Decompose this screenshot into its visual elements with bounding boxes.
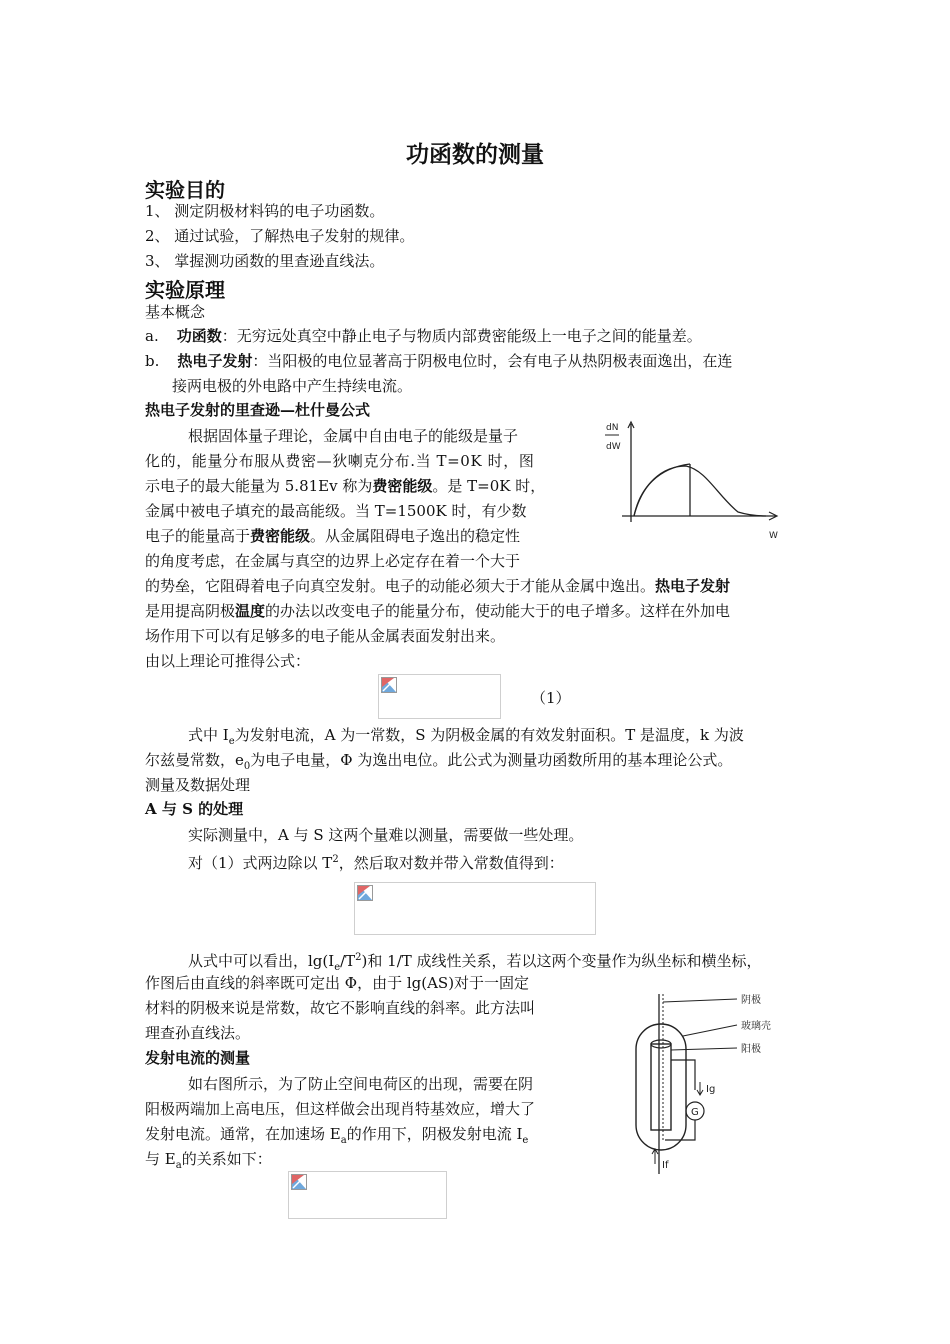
para5-sub-a2: a [175,1160,182,1171]
vacuum-tube-figure [625,990,795,1175]
heading-principle: 实验原理 [145,278,225,302]
page-title: 功函数的测量 [406,142,544,168]
para5-line2: 阳极两端加上高电压，但这样做会出现肖特基效应，增大了 [145,1100,536,1118]
para3-line2 [188,848,564,876]
para1-line10: 由以上理论可推得公式： [145,652,311,670]
fermi-level-term-2: 费密能级 [250,527,311,545]
para3-line1: 实际测量中，A 与 S 这两个量难以测量，需要做一些处理。 [188,826,584,844]
para1-line7 [145,574,730,599]
para1-line6: 的角度考虑，在金属与真空的边界上必定存在着一个大于 [145,552,521,570]
figure-curve-t1500 [634,466,766,516]
para1-line8-c: 的办法以改变电子的能量分布，使动能大于的电子增多。这样在外加电 [265,602,731,620]
formula-1-image [378,674,501,719]
heading-purpose: 实验目的 [145,178,225,202]
formula-2-image [354,882,596,935]
concept-b-text-1: ：当阳极的电位显著高于阴极电位时，会有电子从热阴极表面逸出，在连 [252,352,733,370]
heading-richardson-formula: 热电子发射的里查逊—杜什曼公式 [145,401,371,419]
para1-line2: 化的，能量分布服从费密—狄喇克分布.当 T=0K 时，图 [145,452,535,470]
concept-b-term: 热电子发射 [177,352,253,370]
para4-line3: 材料的阴极来说是常数，故它不影响直线的斜率。此方法叫 [145,999,536,1017]
para1-line8 [145,599,730,624]
para3-line2-a: 对（1）式两边除以 T [188,854,333,872]
para2-line2-b: 为电子电量，Φ 为逸出电位。此公式为测量功函数所用的基本理论公式。 [250,751,733,769]
para3-line2-b: ，然后取对数并带入常数值得到： [338,854,564,872]
fermi-distribution-figure [598,418,788,546]
para1-line5 [145,524,520,549]
para1-line3-a: 示电子的最大能量为 5.81Ev 称为 [145,477,373,495]
para1-line3 [145,474,545,499]
para5-sub-e: e [522,1135,529,1146]
broken-image-icon [357,885,373,901]
purpose-item-2: 2、 通过试验，了解热电子发射的规律。 [145,227,415,245]
broken-image-icon [381,677,397,693]
basic-concepts-label: 基本概念 [145,303,206,321]
purpose-item-3: 3、 掌握测功函数的里查逊直线法。 [145,252,385,270]
para3-sup-2: 2 [332,854,339,865]
thermionic-term: 热电子发射 [655,577,731,595]
ig-label: Ig [706,1084,716,1095]
para2-line1-b: 为发射电流，A 为一常数，S 为阴极金属的有效发射面积。T 是温度，k 为波 [234,726,744,744]
concept-b-marker: b. [145,352,160,370]
concept-a-marker: a. [145,327,159,345]
leader-cathode [663,999,737,1002]
para2-line2-a: 尔兹曼常数，e [145,751,244,769]
fermi-level-term-1: 费密能级 [372,477,433,495]
concept-a-term: 功函数 [176,327,222,345]
para4-line2: 作图后由直线的斜率既可定出 Φ，由于 lg(AS)对于一固定 [145,974,530,992]
concept-a [145,324,702,349]
glass-shell [636,1024,686,1150]
heading-emission-current: 发射电流的测量 [145,1049,251,1067]
leader-glass [683,1025,737,1036]
para1-line7-a: 的势垒，它阻碍着电子向真空发射。电子的动能必须大于才能从金属中逸出。 [145,577,656,595]
temperature-term: 温度 [235,602,266,620]
para1-line9: 场作用下可以有足够多的电子能从金属表面发射出来。 [145,627,506,645]
para5-line1: 如右图所示，为了防止空间电荷区的出现，需要在阴 [188,1075,534,1093]
para1-line5-c: 。从金属阻碍电子逸出的稳定性 [310,527,521,545]
para4-line1-a: 从式中可以看出，lg(I [188,952,335,970]
concept-b [145,349,732,374]
anode-lead [671,1060,695,1090]
leader-anode [671,1048,737,1050]
para4-line4: 理查孙直线法。 [145,1024,251,1042]
figure-label-dn: dN [606,423,619,433]
concept-b-text-2: 接两电极的外电路中产生持续电流。 [172,377,413,395]
para1-line8-a: 是用提高阴极 [145,602,236,620]
figure-label-dw: dW [606,442,621,452]
para2-sub-0: 0 [243,761,251,772]
para5-line4-a: 与 E [145,1150,176,1168]
para5-line4-b: 的关系如下： [181,1150,272,1168]
para4-line1-b: /T [340,952,356,970]
para2-sub-e: e [228,736,235,747]
para4-sub-e: e [334,962,341,973]
para5-line3-a: 发射电流。通常，在加速场 E [145,1125,341,1143]
para1-line3-c: 。是 T=0K 时， [432,477,546,495]
para5-line4 [145,1147,272,1179]
para5-sub-a: a [340,1135,347,1146]
label-anode: 阳极 [741,1044,761,1055]
formula-3-image [288,1171,447,1219]
para2-line1-a: 式中 I [188,726,229,744]
anode-cylinder [651,1044,671,1130]
galvanometer-label: G [691,1107,699,1118]
concept-a-text: ：无穷远处真空中静止电子与物质内部费密能级上一电子之间的能量差。 [221,327,702,345]
purpose-item-1: 1、 测定阴极材料钨的电子功函数。 [145,202,385,220]
figure-label-w: W [769,531,778,541]
if-label: If [662,1160,669,1171]
label-cathode: 阴极 [741,995,761,1006]
heading-a-s: A 与 S 的处理 [145,800,244,818]
para4-line1-c: )和 1/T 成线性关系，若以这两个变量作为纵坐标和横坐标， [361,952,762,970]
para4-sup-2: 2 [355,952,362,963]
para5-line3-b: 的作用下，阴极发射电流 I [346,1125,523,1143]
measurement-label: 测量及数据处理 [145,776,251,794]
equation-number-1: （1） [531,689,571,707]
label-glass: 玻璃壳 [741,1021,771,1032]
figure-curve-t0 [634,464,690,516]
para1-line1: 根据固体量子理论，金属中自由电子的能级是量子 [188,427,519,445]
broken-image-icon [291,1174,307,1190]
para1-line5-a: 电子的能量高于 [145,527,251,545]
para1-line4: 金属中被电子填充的最高能级。当 T=1500K 时，有少数 [145,502,527,520]
